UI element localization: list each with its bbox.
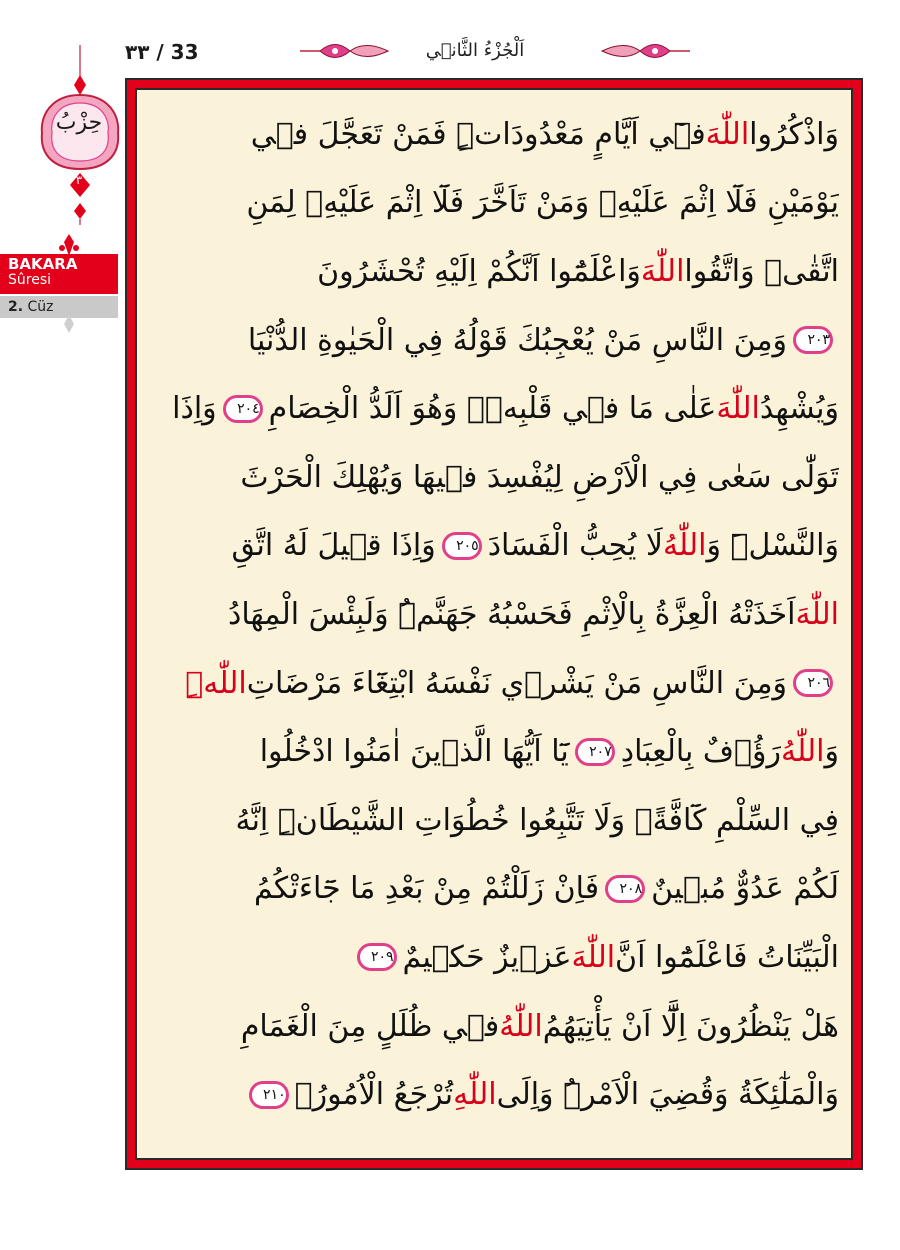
verse-text: وَاذْكُرُوا [749,116,839,152]
cuz-number: 2. [8,299,24,315]
verse-text: يَٓا اَيُّهَا الَّذ۪ينَ اٰمَنُوا ادْخُلُوا [259,734,569,770]
divine-name-text: اللّٰهَ [716,391,760,427]
verse-line [149,580,839,649]
divine-name-text: اللّٰهِ [453,1077,497,1113]
divine-name-text: اللّٰهَ [571,939,616,975]
verse-text: عَلٰى مَا ف۪ي قَلْبِه۪ۙ وَهُوَ اَلَدُّ الْخِصَامِ [268,391,717,427]
verse-text: الْبَيِّنَاتُ فَاعْلَمُٓوا اَنَّ [615,939,839,975]
verse-text: تُرْجَعُ الْاُمُورُ۟ [294,1077,454,1113]
verse-line [149,649,839,718]
divine-name-text: اللّٰهُ [662,528,707,564]
small-ornament-icon [60,315,78,333]
verse-line [149,100,839,169]
verse-text: وَاِذَا [172,391,217,427]
verse-text: وَ [824,734,839,770]
divine-name-text: اللّٰهَ [795,596,839,632]
page-frame [125,78,863,1170]
verse-text: ف۪ي ظُلَلٍ مِنَ الْغَمَامِ [240,1008,500,1044]
sure-name-box [0,254,118,294]
verse-lines [149,100,839,1129]
header-ornament-left-icon [300,38,390,64]
verse-line [149,855,839,924]
verse-text: وَمِنَ النَّاسِ مَنْ يُعْجِبُكَ قَوْلُهُ فِي الْحَيٰوةِ الدُّنْيَا [247,322,787,358]
ayah-number-marker: ٢٠٩ [357,943,397,971]
ayah-number-marker: ٢٠٤ [223,395,263,423]
verse-text: وَاعْلَمُٓوا اَنَّكُمْ اِلَيْهِ تُحْشَرُونَ [317,253,641,289]
verse-line [149,992,839,1061]
verse-line [149,443,839,512]
verse-text: فِي السِّلْمِ كَٓافَّةًۖ وَلَا تَتَّبِعُوا خُطُوَاتِ الشَّيْطَانِۜ اِنَّهُ [235,802,839,838]
verse-line [149,717,839,786]
fleur-ornament-icon [58,234,80,256]
cuz-label: Cüz [27,299,54,315]
divine-name-text: اللّٰهَ [705,116,750,152]
hizb-number: ٣ [75,173,83,187]
verse-text: عَز۪يزٌ حَك۪يمٌ [402,939,572,975]
verse-line [149,169,839,238]
page-number: ٣٣ / 33 [125,40,199,64]
divine-name-text: اللّٰهَ [640,253,685,289]
juz-title: اَلْجُزْءُ الثَّان۪ي [425,40,525,61]
verse-text: وَالنَّسْلَۜ وَ [706,528,839,564]
hizb-marker [30,45,130,225]
verse-line [149,923,839,992]
verse-line [149,306,839,375]
verse-text: وَاِذَا ق۪يلَ لَهُ اتَّقِ [231,528,436,564]
verse-text: لَكُمْ عَدُوٌّ مُب۪ينٌ [651,871,839,907]
verse-text: لَا يُحِبُّ الْفَسَادَ [487,528,663,564]
ayah-number-marker: ٢٠٣ [793,326,833,354]
hizb-medallion-icon [30,45,130,225]
verse-text: اَخَذَتْهُ الْعِزَّةُ بِالْاِثْمِ فَحَسْبُهُ جَهَنَّمُۜ وَلَبِئْسَ الْمِهَادُ [227,596,796,632]
verse-line [149,786,839,855]
cuz-box [0,296,118,318]
sure-name: BAKARA [8,255,78,273]
verse-text: يَوْمَيْنِ فَلَٓا اِثْمَ عَلَيْهِۚ وَمَنْ تَاَخَّرَ فَلَٓا اِثْمَ عَلَيْهِۙ لِمَنِ [246,185,839,221]
divine-name-text: اللّٰهُ [781,734,825,770]
verse-line [149,374,839,443]
verse-text: رَؤُ۫فٌ بِالْعِبَادِ [620,734,781,770]
ayah-number-marker: ٢٠٥ [442,532,482,560]
ayah-number-marker: ٢١٠ [249,1081,289,1109]
verse-text: وَالْمَلٰٓئِكَةُ وَقُضِيَ الْاَمْرُۜ وَاِلَى [496,1077,839,1113]
verse-text: هَلْ يَنْظُرُونَ اِلَّٓا اَنْ يَأْتِيَهُمُ [542,1008,839,1044]
text-area [135,88,853,1160]
verse-text: تَوَلّٰى سَعٰى فِي الْاَرْضِ لِيُفْسِدَ ف۪يهَا وَيُهْلِكَ الْحَرْثَ [240,459,839,495]
ayah-number-marker: ٢٠٨ [605,875,645,903]
divine-name-text: اللّٰهُ [499,1008,543,1044]
sure-subtitle: Sûresi [8,272,52,288]
header-ornament-right-icon [600,38,690,64]
verse-line [149,512,839,581]
verse-text: وَمِنَ النَّاسِ مَنْ يَشْر۪ي نَفْسَهُ ابْتِغَٓاءَ مَرْضَاتِ [246,665,787,701]
divine-name-text: اللّٰهِۜ [185,665,247,701]
verse-line [149,237,839,306]
sure-badge [0,254,118,318]
verse-text: فَاِنْ زَلَلْتُمْ مِنْ بَعْدِ مَا جَٓاءَتْكُمُ [253,871,600,907]
ayah-number-marker: ٢٠٦ [793,669,833,697]
verse-text: ف۪ٓي اَيَّامٍ مَعْدُودَاتٍۜ فَمَنْ تَعَجَّلَ ف۪ي [250,116,706,152]
hizb-label: حِزْبُ [55,110,103,135]
verse-text: اتَّقٰىۜ وَاتَّقُوا [684,253,839,289]
ayah-number-marker: ٢٠٧ [575,738,615,766]
verse-line [149,1060,839,1129]
verse-text: وَيُشْهِدُ [759,391,839,427]
